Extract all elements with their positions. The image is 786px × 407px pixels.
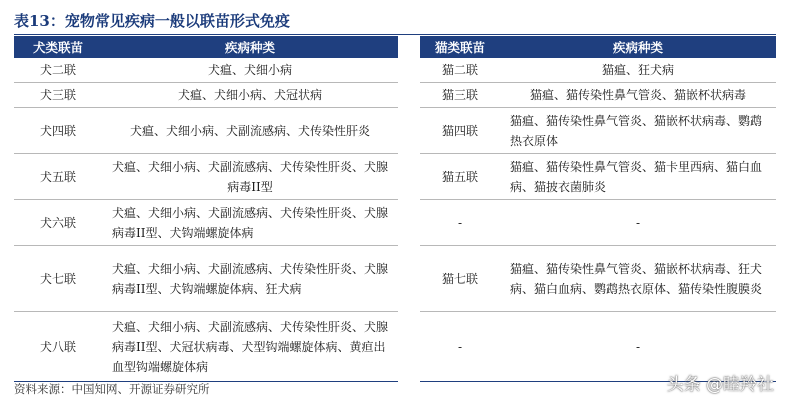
dog-disease-list: 犬瘟、犬细小病、犬副流感病、犬传染性肝炎、犬腺病毒II型 — [102, 154, 398, 200]
watermark: 头条 @睦羚社 — [666, 375, 774, 395]
cat-disease-list: 猫瘟、猫传染性鼻气管炎、猫嵌杯状病毒、狂犬病、猫白血病、鹦鹉热衣原体、猫传染性腹膜炎 — [500, 246, 776, 312]
table-row — [420, 83, 776, 108]
cat-header-type: 猫类联苗 — [420, 36, 500, 58]
table-row — [14, 312, 398, 382]
cat-vaccine-type: 猫七联 — [420, 246, 500, 312]
source-note: 资料来源：中国知网、开源证券研究所 — [14, 382, 210, 396]
dog-vaccine-type: 犬三联 — [14, 83, 102, 108]
table-row — [14, 154, 398, 200]
cat-vaccine-type: 猫四联 — [420, 108, 500, 154]
cat-disease-list: 猫瘟、猫传染性鼻气管炎、猫卡里西病、猫白血病、猫披衣菌肺炎 — [500, 154, 776, 200]
dog-vaccine-type: 犬六联 — [14, 200, 102, 246]
dog-vaccine-type: 犬五联 — [14, 154, 102, 200]
cat-vaccine-type: 猫二联 — [420, 58, 500, 83]
dog-vaccine-table — [14, 36, 398, 382]
cat-vaccine-table — [420, 36, 776, 382]
cat-vaccine-type: - — [420, 312, 500, 382]
dog-header-type: 犬类联苗 — [14, 36, 102, 58]
dog-vaccine-type: 犬四联 — [14, 108, 102, 154]
dog-vaccine-type: 犬八联 — [14, 312, 102, 382]
table-row — [420, 154, 776, 200]
table-row — [420, 246, 776, 312]
dog-vaccine-type: 犬二联 — [14, 58, 102, 83]
cat-vaccine-type: - — [420, 200, 500, 246]
cat-vaccine-type: 猫三联 — [420, 83, 500, 108]
table-row — [14, 108, 398, 154]
cat-disease-list: 猫瘟、猫传染性鼻气管炎、猫嵌杯状病毒、鹦鹉热衣原体 — [500, 108, 776, 154]
cat-disease-list: - — [500, 200, 776, 246]
table-row — [14, 246, 398, 312]
cat-table-header — [420, 36, 776, 58]
dog-disease-list: 犬瘟、犬细小病、犬副流感病、犬传染性肝炎、犬腺病毒II型、犬冠状病毒、犬型钩端螺旋体病、黄疸出血型钩端螺旋体病 — [102, 312, 398, 382]
table-row — [420, 108, 776, 154]
cat-vaccine-type: 猫五联 — [420, 154, 500, 200]
dog-disease-list: 犬瘟、犬细小病、犬副流感病、犬传染性肝炎、犬腺病毒II型、犬钩端螺旋体病 — [102, 200, 398, 246]
table-gap — [398, 36, 420, 378]
table-row — [14, 83, 398, 108]
dog-disease-list: 犬瘟、犬细小病 — [102, 58, 398, 83]
dog-vaccine-type: 犬七联 — [14, 246, 102, 312]
table-row — [420, 200, 776, 246]
dog-disease-list: 犬瘟、犬细小病、犬冠状病 — [102, 83, 398, 108]
cat-disease-list: 猫瘟、狂犬病 — [500, 58, 776, 83]
dog-table-header — [14, 36, 398, 58]
table-row — [14, 200, 398, 246]
title-rule — [14, 34, 776, 35]
cat-disease-list: - — [500, 312, 776, 382]
table-row — [14, 58, 398, 83]
cat-header-disease: 疾病种类 — [500, 36, 776, 58]
table-row — [420, 58, 776, 83]
dog-disease-list: 犬瘟、犬细小病、犬副流感病、犬传染性肝炎 — [102, 108, 398, 154]
dog-header-disease: 疾病种类 — [102, 36, 398, 58]
table-title: 表13：宠物常见疾病一般以联苗形式免疫 — [14, 12, 290, 30]
cat-disease-list: 猫瘟、猫传染性鼻气管炎、猫嵌杯状病毒 — [500, 83, 776, 108]
dog-disease-list: 犬瘟、犬细小病、犬副流感病、犬传染性肝炎、犬腺病毒II型、犬钩端螺旋体病、狂犬病 — [102, 246, 398, 312]
